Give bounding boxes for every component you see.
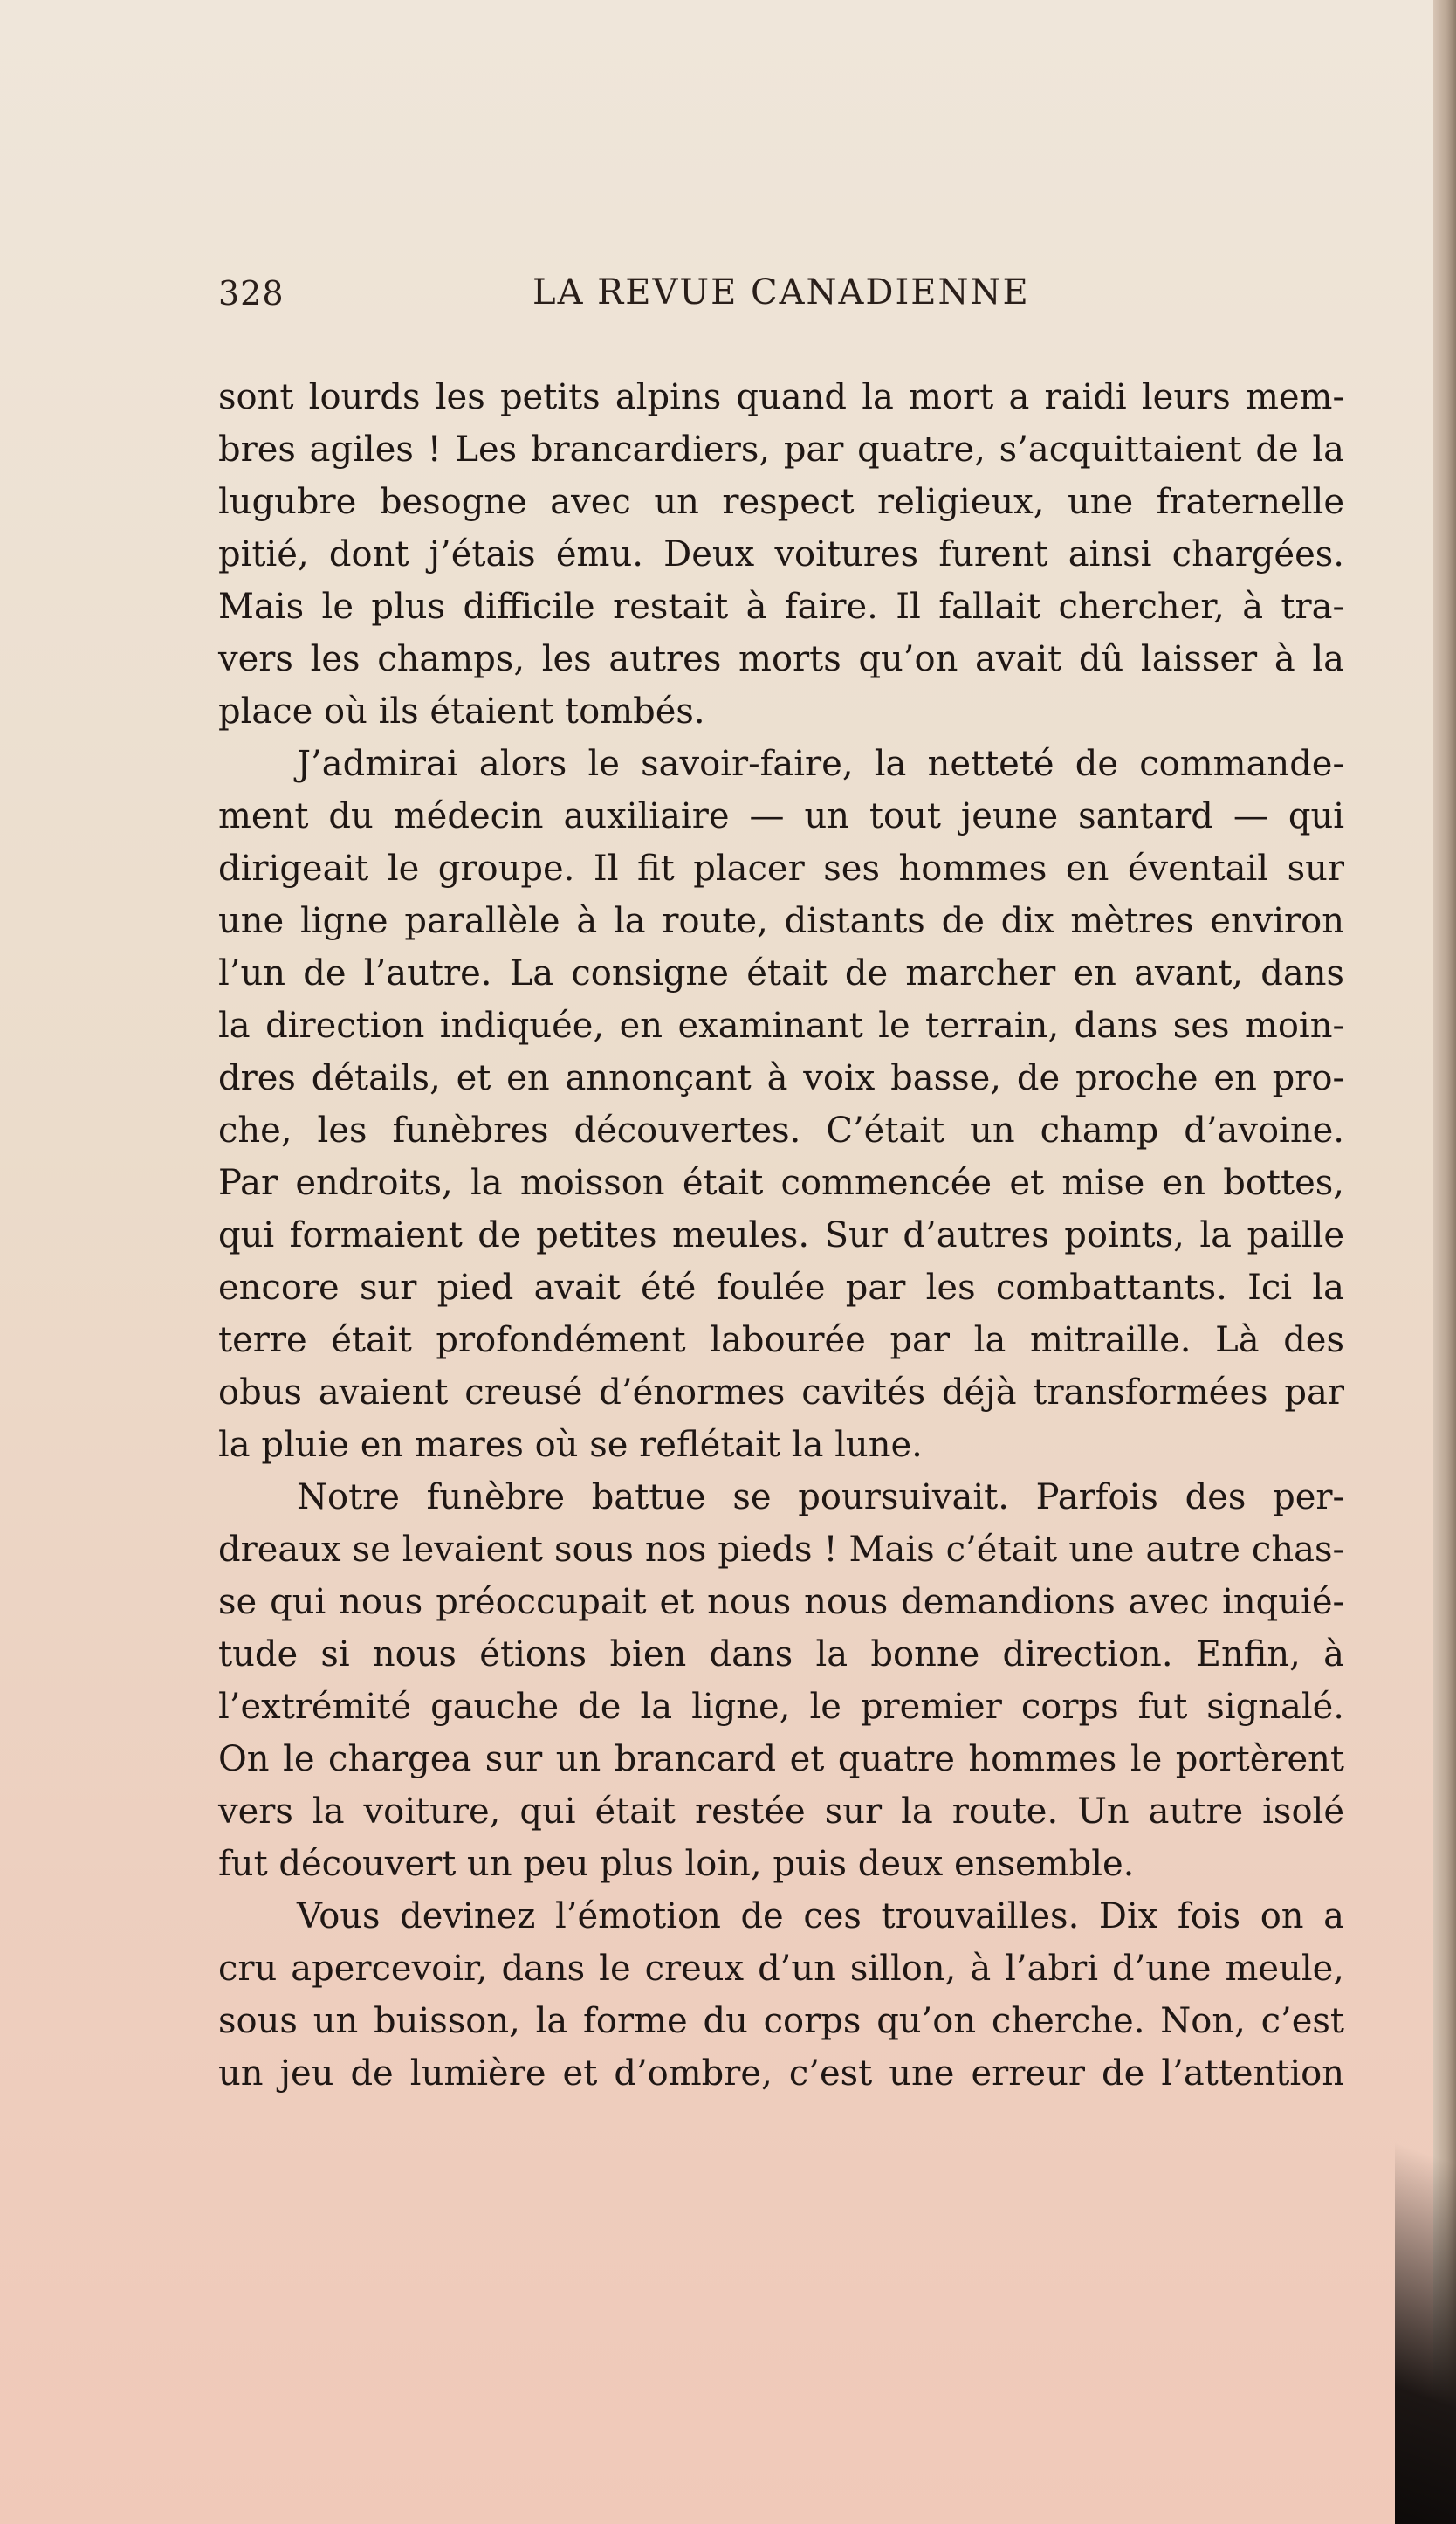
text-line: la pluie en mares où se reflétait la lune. [218,1425,923,1465]
text-line: l’extrémité gauche de la ligne, le premier corps fut signalé. [218,1687,1344,1727]
text-line: ment du médecin auxiliaire — un tout jeune santard — qui [218,796,1344,836]
text-line: sont lourds les petits alpins quand la mort a raidi leurs mem- [218,377,1344,417]
text-line: obus avaient creusé d’énormes cavités déjà transformées par [218,1372,1344,1413]
text-line: J’admirai alors le savoir-faire, la netteté de commande- [297,744,1344,784]
text-line: vers la voiture, qui était restée sur la route. Un autre isolé [218,1792,1344,1832]
text-line: dres détails, et en annonçant à voix basse, de proche en pro- [218,1058,1344,1098]
text-line: la direction indiquée, en examinant le terrain, dans ses moin- [218,1006,1344,1046]
text-line: dreaux se levaient sous nos pieds ! Mais c’était une autre chas- [218,1530,1344,1570]
page-header [218,269,1030,321]
paragraph-1 [218,371,1353,738]
text-line: se qui nous préoccupait et nous nous demandions avec inquié- [218,1582,1344,1622]
text-line: fut découvert un peu plus loin, puis deux ensemble. [218,1844,1135,1884]
text-line: terre était profondément labourée par la mitraille. Là des [218,1320,1344,1360]
page-number: 328 [218,274,285,313]
text-line: un jeu de lumière et d’ombre, c’est une erreur de l’attention [218,2053,1344,2094]
text-line: cru apercevoir, dans le creux d’un sillon, à l’abri d’une meule, [218,1949,1344,1989]
text-line: bres agiles ! Les brancardiers, par quatre, s’acquittaient de la [218,430,1344,470]
text-line: Vous devinez l’émotion de ces trouvailles. Dix fois on a [297,1896,1344,1936]
paragraph-2 [218,738,1353,1471]
text-line: Notre funèbre battue se poursuivait. Parfois des per- [297,1477,1344,1517]
text-line: encore sur pied avait été foulée par les combattants. Ici la [218,1268,1344,1308]
body-text [218,371,1353,2100]
paragraph-3 [218,1471,1353,1890]
text-line: une ligne parallèle à la route, distants de dix mètres environ [218,901,1344,941]
text-line: l’un de l’autre. La consigne était de marcher en avant, dans [218,953,1344,994]
paragraph-4 [218,1890,1353,2100]
text-line: vers les champs, les autres morts qu’on avait dû laisser à la [218,639,1344,679]
running-title: LA REVUE CANADIENNE [532,272,1030,313]
text-line: tude si nous étions bien dans la bonne direction. Enfin, à [218,1634,1344,1675]
text-line: pitié, dont j’étais ému. Deux voitures furent ainsi chargées. [218,534,1344,574]
text-line: On le chargea sur un brancard et quatre hommes le portèrent [218,1739,1344,1779]
text-line: qui formaient de petites meules. Sur d’autres points, la paille [218,1215,1344,1255]
text-line: che, les funèbres découvertes. C’était un champ d’avoine. [218,1111,1344,1151]
text-line: dirigeait le groupe. Il fit placer ses hommes en éventail sur [218,849,1344,889]
book-binding-shadow [1395,2000,1456,2524]
text-line: Par endroits, la moisson était commencée et mise en bottes, [218,1163,1344,1203]
text-line: Mais le plus difficile restait à faire. Il fallait chercher, à tra- [218,587,1344,627]
text-line: lugubre besogne avec un respect religieux, une fraternelle [218,482,1344,522]
text-line: place où ils étaient tombés. [218,691,705,732]
text-line: sous un buisson, la forme du corps qu’on cherche. Non, c’est [218,2001,1344,2041]
